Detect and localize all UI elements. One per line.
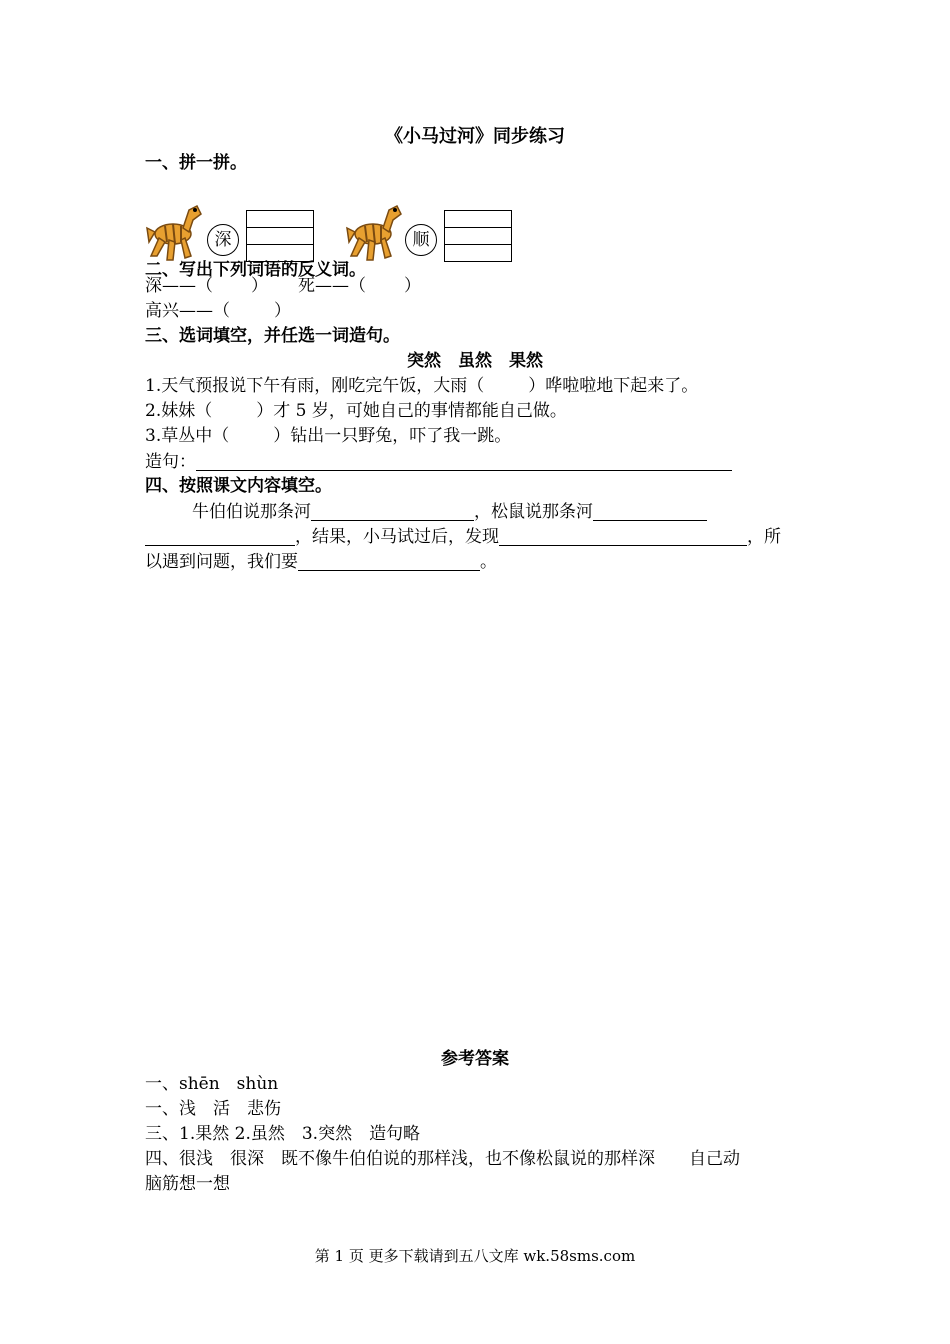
antonym-die-label: 死——（ [298,276,366,296]
fill-row-2: ，结果，小马试过后，发现 ，所 [145,528,781,546]
blank-we-should[interactable] [298,553,480,571]
answer-1: 一、shēn shùn [145,1074,279,1094]
fill-row-3: 以遇到问题，我们要 。 [145,552,497,572]
section-4-heading: 四、按照课文内容填空。 [145,476,332,496]
answer-4: 四、很浅 很深 既不像牛伯伯说的那样浅，也不像松鼠说的那样深 自己动 [145,1149,740,1169]
word-choices: 突然 虽然 果然 [407,351,543,371]
char-circle-shun: 顺 [405,224,437,256]
section-2-heading: 二、写出下列词语的反义词。 [145,260,366,280]
question-3: 3.草丛中（ ）钻出一只野兔，吓了我一跳。 [145,426,512,446]
answer-2: 一、浅 活 悲伤 [145,1099,281,1119]
antonym-deep-label: 深——（ [145,276,213,296]
answers-heading: 参考答案 [441,1049,509,1069]
answer-4-cont: 脑筋想一想 [145,1174,230,1194]
blank-found[interactable] [499,528,747,546]
page-title: 《小马过河》同步练习 [385,126,565,147]
blank-squirrel-says-cont[interactable] [145,528,295,546]
pony-icon [345,198,407,262]
page-footer: 第 1 页 更多下载请到五八文库 wk.58sms.com [314,1247,636,1265]
answer-3: 三、1.果然 2.虽然 3.突然 造句略 [145,1124,421,1144]
pinyin-grid-1 [246,210,314,262]
char-circle-shen: 深 [207,224,239,256]
section-3-heading: 三、选词填空，并任选一词造句。 [145,326,400,346]
antonym-row-2: 高兴——（ ） [145,301,291,321]
question-2: 2.妹妹（ ）才 5 岁，可她自己的事情都能自己做。 [145,401,567,421]
sentence-row [145,453,732,471]
section-1-heading: 一、拼一拼。 [145,153,247,173]
sentence-label: 造句： [145,452,196,472]
blank-squirrel-says[interactable] [593,503,707,521]
antonym-row-1: 深——（ ） 死——（ ） [145,276,421,296]
antonym-happy-label: 高兴——（ [145,301,230,321]
sentence-blank[interactable] [196,453,732,471]
fill-row-1: 牛伯伯说那条河 ，松鼠说那条河 [192,503,707,521]
pinyin-grid-2 [444,210,512,262]
blank-ox-says[interactable] [311,503,474,521]
question-1: 1.天气预报说下午有雨，刚吃完午饭，大雨（ ）哗啦啦地下起来了。 [145,376,699,396]
pony-icon [145,198,207,262]
